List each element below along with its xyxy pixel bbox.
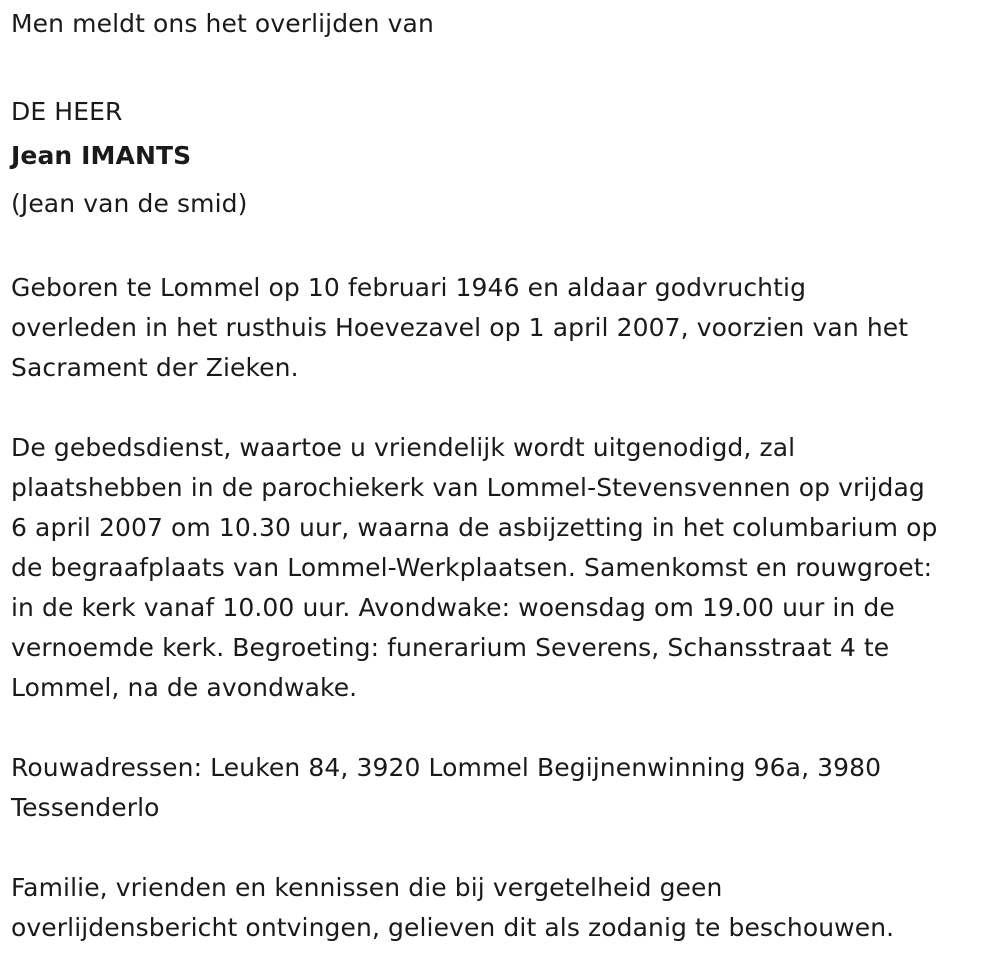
intro-text: Men meldt ons het overlijden van — [11, 9, 434, 38]
closing-paragraph: Familie, vrienden en kennissen die bij vergetelheid geen overlijdensbericht ontvingen, gelieven dit als zodanig te beschouwen. — [11, 873, 895, 942]
spacer — [11, 828, 996, 868]
spacer — [11, 388, 996, 428]
service-paragraph: De gebedsdienst, waartoe u vriendelijk wordt uitgenodigd, zal plaatshebben in de parochiekerk van Lommel-Stevensvennen op vrijdag 6 april 2007 om 10.30 uur, waarna de asbijzetting in het columbarium op de begraafplaats van Lommel-Werkplaatsen. Samenkomst en rouwgroet: in de kerk vanaf 10.00 uur. Avondwake: woensdag om 19.00 uur in de vernoemde kerk. Begroeting: funerarium Severens, Schansstraat 4 te Lommel, na de avondwake. — [11, 433, 938, 702]
mourning-addresses: Rouwadressen: Leuken 84, 3920 Lommel Begijnenwinning 96a, 3980 Tessenderlo — [11, 753, 882, 822]
deceased-nickname: (Jean van de smid) — [11, 189, 248, 218]
spacer — [11, 228, 996, 268]
birth-death-paragraph: Geboren te Lommel op 10 februari 1946 en aldaar godvruchtig overleden in het rusthuis Hoevezavel op 1 april 2007, voorzien van het Sacrament der Zieken. — [11, 273, 909, 382]
spacer — [11, 44, 996, 84]
spacer — [11, 708, 996, 748]
death-notice — [11, 4, 996, 948]
honorific: DE HEER — [11, 97, 123, 126]
deceased-name: Jean IMANTS — [11, 141, 192, 170]
